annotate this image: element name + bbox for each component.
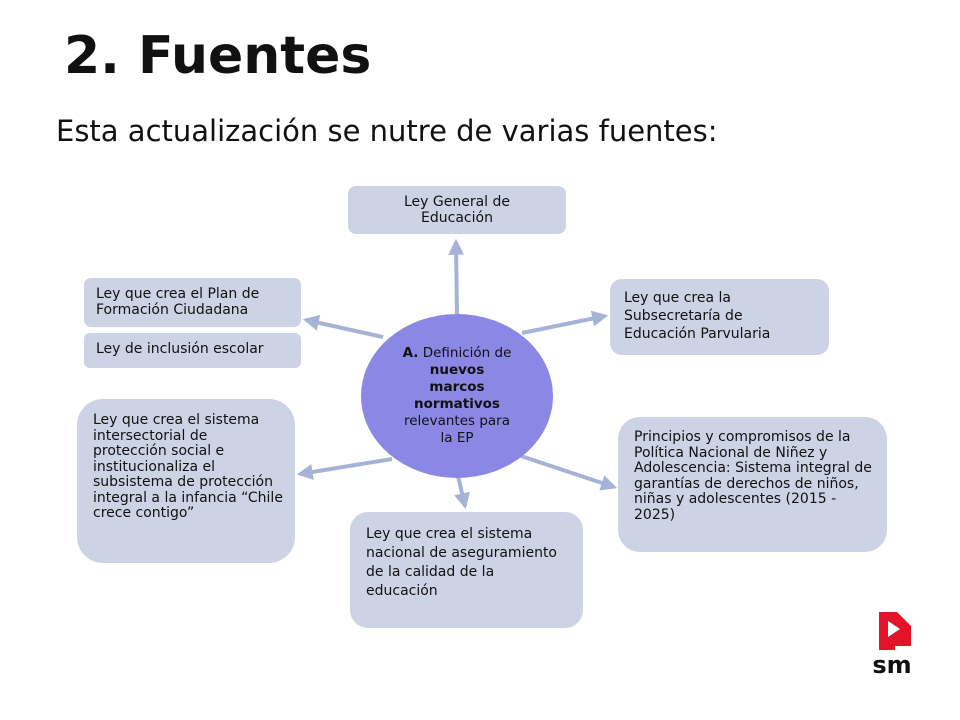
source-label: Ley General de Educación <box>403 194 511 226</box>
central-topic-text-part: Definición de <box>418 345 512 361</box>
source-box-school-inclusion-law <box>84 333 301 368</box>
arrow-to-top-left <box>306 320 383 337</box>
slide-title: 2. Fuentes <box>64 26 372 86</box>
sm-logo-text: sm <box>872 651 912 678</box>
arrow-to-top <box>456 242 457 316</box>
source-label: Ley que crea el Plan de Formación Ciudadana <box>96 286 260 318</box>
source-label: Ley que crea la Subsecretaría de Educación Parvularia <box>624 290 771 342</box>
source-label: Ley de inclusión escolar <box>96 341 264 357</box>
source-label: Ley que crea el sistema nacional de aseguramiento de la calidad de la educación <box>366 526 557 599</box>
sm-logo <box>868 610 916 678</box>
source-box-quality-assurance-law <box>350 512 583 628</box>
arrow-to-top-right <box>522 316 605 333</box>
central-topic-emphasis: nuevos marcos normativos <box>414 362 500 412</box>
arrow-to-right <box>521 456 614 487</box>
central-topic-ellipse <box>361 314 553 478</box>
source-box-chile-crece-contigo-law <box>77 399 295 563</box>
source-box-general-education-law <box>348 186 566 234</box>
source-box-early-education-undersecretary-law <box>610 279 829 355</box>
source-box-childhood-policy <box>618 417 887 552</box>
source-box-citizenship-plan-law <box>84 278 301 327</box>
sm-logo-icon <box>868 610 916 678</box>
slide-subtitle: Esta actualización se nutre de varias fuentes: <box>56 114 718 148</box>
central-topic-prefix: A. <box>402 345 419 361</box>
arrow-to-bottom <box>458 476 465 506</box>
arrow-to-left <box>300 459 392 474</box>
central-topic-text <box>401 345 513 447</box>
source-label: Ley que crea el sistema intersectorial de protección social e institucionaliza el subsistema de protección integral a la infancia “Chile crece contigo” <box>93 412 283 521</box>
source-label: Principios y compromisos de la Política Nacional de Niñez y Adolescencia: Sistema integral de garantías de derechos de niños, niñas y adolescentes (2015 - 2025) <box>634 429 872 523</box>
central-topic-text-part: relevantes para la EP <box>403 413 511 446</box>
